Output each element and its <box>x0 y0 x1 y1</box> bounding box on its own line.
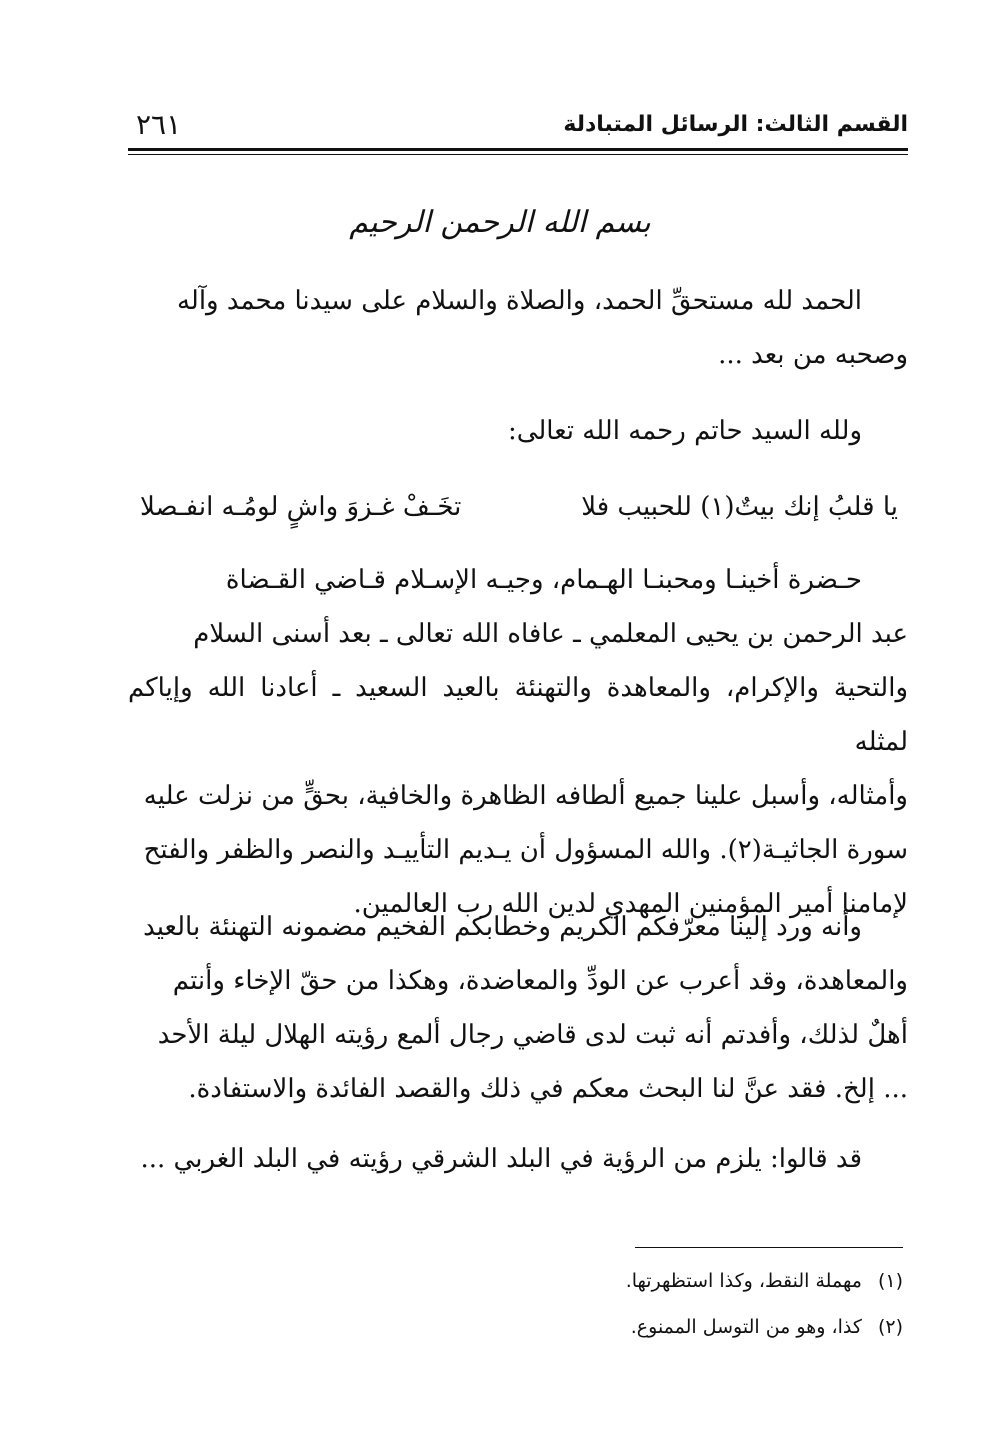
text-line: سورة الجاثيـة(٢). والله المسؤول أن يـديم التأييـد والنصر والظفر والفتح <box>143 835 908 865</box>
text-line: لإمامنا أمير المؤمنين المهدي لدين الله رب العالمين. <box>353 889 908 919</box>
paragraph-opening <box>128 274 908 382</box>
footnote-number: (١) <box>877 1270 903 1292</box>
text-line: ... إلخ. فقد عنَّ لنا البحث معكم في ذلك والقصد الفائدة والاستفادة. <box>188 1074 908 1104</box>
text-line: ولله السيد حاتم رحمه الله تعالى: <box>507 416 862 446</box>
page-header <box>128 108 908 148</box>
verse-first-hemistich: يا قلبُ إنك بيتٌ(١) للحبيب فلا <box>581 492 898 522</box>
text-line: وأنه ورد إلينا معرّفكم الكريم وخطابكم الفخيم مضمونه التهنئة بالعيد <box>143 912 862 942</box>
footnote-1 <box>128 1258 903 1304</box>
text-line: قد قالوا: يلزم من الرؤية في البلد الشرقي رؤيته في البلد الغربي ... <box>140 1144 862 1174</box>
text-line: وأمثاله، وأسبل علينا جميع ألطافه الظاهرة والخافية، بحقٍّ من نزلت عليه <box>143 781 908 811</box>
paragraph-closing <box>128 1132 908 1186</box>
footnote-separator <box>635 1247 903 1248</box>
footnote-2 <box>128 1304 903 1350</box>
header-rule-thin <box>128 154 908 155</box>
text-line: والتحية والإكرام، والمعاهدة والتهنئة بالعيد السعيد ـ أعادنا الله وإياكم لمثله <box>128 673 908 757</box>
text-line: وصحبه من بعد ... <box>718 340 908 370</box>
footnote-text: كذا، وهو من التوسل الممنوع. <box>630 1316 862 1338</box>
paragraph-poem-intro <box>128 404 908 458</box>
text-line: والمعاهدة، وقد أعرب عن الودِّ والمعاضدة، وهكذا من حقّ الإخاء وأنتم <box>172 966 908 996</box>
paragraph-greeting <box>128 553 908 931</box>
footnotes <box>128 1258 903 1350</box>
header-rule-thick <box>128 148 908 151</box>
text-line: أهلٌ لذلك، وأفدتم أنه ثبت لدى قاضي رجال ألمع رؤيته الهلال ليلة الأحد <box>157 1020 908 1050</box>
paragraph-letter-body <box>128 900 908 1116</box>
verse-second-hemistich: تخَـفْ غـزوَ واشٍ لومُـه انفـصلا <box>140 492 462 522</box>
footnote-text: مهملة النقط، وكذا استظهرتها. <box>625 1270 862 1292</box>
footnote-number: (٢) <box>877 1316 903 1338</box>
page-number: ٢٦١ <box>136 108 182 141</box>
section-title: القسم الثالث: الرسائل المتبادلة <box>563 112 908 137</box>
text-line: الحمد لله مستحقِّ الحمد، والصلاة والسلام على سيدنا محمد وآله <box>176 286 862 316</box>
basmala-calligraphy: بسم الله الرحمن الرحيم <box>349 205 651 240</box>
text-line: حـضرة أخينـا ومحبنـا الهـمام، وجيـه الإسـلام قـاضي القـضاة <box>225 565 862 595</box>
poem-verse <box>128 484 908 534</box>
text-line: عبد الرحمن بن يحيى المعلمي ـ عافاه الله تعالى ـ بعد أسنى السلام <box>193 619 908 649</box>
